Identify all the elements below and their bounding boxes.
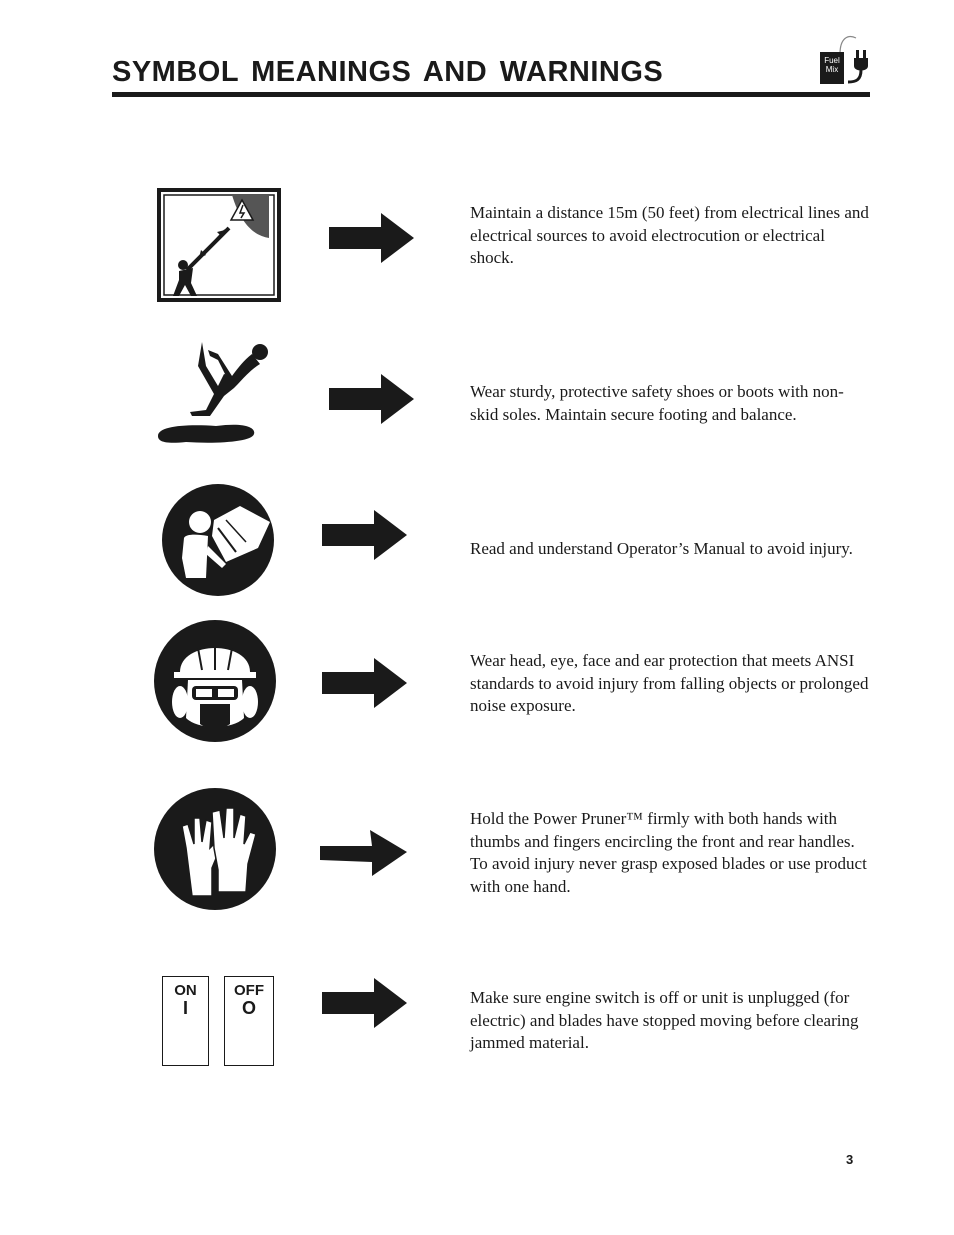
on-switch-icon bbox=[162, 976, 209, 1066]
arrow-right-icon bbox=[322, 510, 408, 560]
title-rule bbox=[112, 92, 870, 97]
fuel-mix-plug-icon bbox=[818, 32, 874, 88]
arrow-right-icon bbox=[320, 830, 408, 878]
off-switch-icon bbox=[224, 976, 274, 1066]
on-mark: I bbox=[182, 998, 188, 1018]
arrow-right-icon bbox=[329, 374, 415, 424]
off-mark: O bbox=[241, 998, 256, 1018]
read-manual-icon bbox=[160, 482, 276, 598]
on-label: ON bbox=[174, 982, 197, 999]
arrow-right-icon bbox=[322, 658, 408, 708]
warning-text-grip: Hold the Power Pruner™ firmly with both hands with thumbs and fingers encircling the front and rear handles. To avoid injury never grasp exposed blades or use product with one hand. bbox=[470, 809, 867, 896]
mix-label: Mix bbox=[825, 65, 839, 74]
fuel-label: Fuel bbox=[824, 56, 840, 65]
warning-text-manual: Read and understand Operator’s Manual to avoid injury. bbox=[470, 539, 853, 558]
arrow-right-icon bbox=[329, 213, 415, 263]
page-number: 3 bbox=[846, 1152, 854, 1167]
warning-text-protection: Wear head, eye, face and ear protection that meets ANSI standards to avoid injury from falling objects or prolonged noise exposure. bbox=[470, 651, 869, 715]
warning-text-switch: Make sure engine switch is off or unit is unplugged (for electric) and blades have stopped moving before clearing jammed material. bbox=[470, 988, 859, 1052]
arrow-right-icon bbox=[322, 978, 408, 1028]
warning-text-footwear: Wear sturdy, protective safety shoes or boots with non-skid soles. Maintain secure footing and balance. bbox=[470, 382, 844, 424]
electrical-lines-warning-icon bbox=[157, 188, 282, 303]
off-label: OFF bbox=[234, 982, 264, 999]
gloves-icon bbox=[152, 788, 278, 910]
warning-text-electrical: Maintain a distance 15m (50 feet) from electrical lines and electrical sources to avoid electrocution or electrical shock. bbox=[470, 203, 869, 267]
slip-fall-icon bbox=[156, 326, 278, 448]
page-title: SYMBOL MEANINGS AND WARNINGS bbox=[112, 56, 664, 88]
head-eye-ear-protection-icon bbox=[152, 620, 278, 742]
